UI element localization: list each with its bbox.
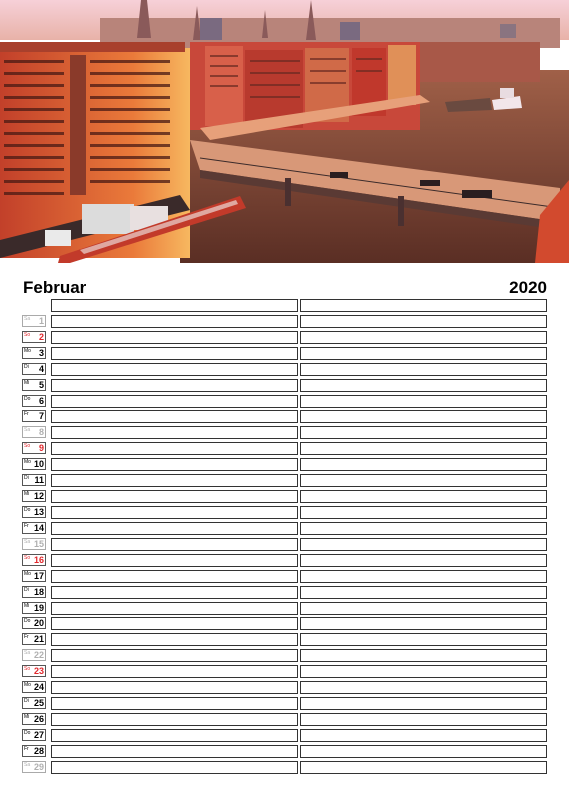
- note-field-2[interactable]: [300, 713, 547, 726]
- note-field-1[interactable]: [51, 649, 298, 662]
- day-number: 4: [38, 363, 44, 374]
- weekday-label: Di: [24, 475, 29, 482]
- day-cell: [22, 363, 46, 375]
- note-field-2[interactable]: [300, 442, 547, 455]
- day-cell: [22, 410, 46, 422]
- day-row: [22, 347, 547, 360]
- note-field-1[interactable]: [51, 506, 298, 519]
- note-field-1[interactable]: [51, 538, 298, 551]
- note-field-2[interactable]: [300, 474, 547, 487]
- note-field-1[interactable]: [51, 745, 298, 758]
- day-number: 28: [33, 745, 44, 756]
- day-cell: [22, 649, 46, 661]
- note-field-1[interactable]: [51, 458, 298, 471]
- weekday-label: Sa: [24, 427, 31, 434]
- day-row: [22, 363, 547, 376]
- day-number: 8: [38, 427, 44, 438]
- note-field-2[interactable]: [300, 633, 547, 646]
- day-row: [22, 554, 547, 567]
- day-cell: [22, 490, 46, 502]
- weekday-label: So: [24, 443, 31, 450]
- day-number: 22: [33, 650, 44, 661]
- weekday-label: Sa: [24, 761, 31, 768]
- day-row: [22, 458, 547, 471]
- day-number: 13: [33, 506, 44, 517]
- note-field-1[interactable]: [51, 315, 298, 328]
- weekday-label: Do: [24, 729, 31, 736]
- note-field-2[interactable]: [300, 410, 547, 423]
- note-field-1[interactable]: [51, 697, 298, 710]
- day-cell: [22, 538, 46, 550]
- day-row: [22, 379, 547, 392]
- weekday-label: Di: [24, 698, 29, 705]
- note-field-2[interactable]: [300, 570, 547, 583]
- day-row: [22, 506, 547, 519]
- day-cell: [22, 586, 46, 598]
- day-cell: [22, 697, 46, 709]
- day-row: [22, 681, 547, 694]
- day-row: [22, 713, 547, 726]
- weekday-label: So: [24, 554, 31, 561]
- day-number: 26: [33, 713, 44, 724]
- day-cell: [22, 426, 46, 438]
- day-number: 12: [33, 491, 44, 502]
- note-field-1[interactable]: [51, 442, 298, 455]
- note-field-1[interactable]: [51, 586, 298, 599]
- day-number: 16: [33, 554, 44, 565]
- day-cell: [22, 665, 46, 677]
- weekday-label: Mo: [24, 570, 31, 577]
- weekday-label: Mo: [24, 459, 31, 466]
- day-cell: [22, 602, 46, 614]
- day-number: 14: [33, 522, 44, 533]
- weekday-label: Mi: [24, 713, 30, 720]
- note-field-1[interactable]: [51, 633, 298, 646]
- weekday-label: Sa: [24, 650, 31, 657]
- day-number: 25: [33, 698, 44, 709]
- day-row: [22, 586, 547, 599]
- day-row: [22, 474, 547, 487]
- day-row: [22, 410, 547, 423]
- day-row: [22, 745, 547, 758]
- day-number: 11: [34, 475, 44, 486]
- weekday-label: Mo: [24, 347, 31, 354]
- harbor-cityscape-photo: [0, 0, 569, 263]
- day-number: 10: [33, 459, 44, 470]
- day-number: 24: [33, 682, 44, 693]
- note-field-2[interactable]: [300, 617, 547, 630]
- day-number: 27: [33, 729, 44, 740]
- weekday-label: Do: [24, 506, 31, 513]
- day-row: [22, 538, 547, 551]
- note-field-1[interactable]: [51, 554, 298, 567]
- day-cell: [22, 713, 46, 725]
- note-field-1[interactable]: [51, 410, 298, 423]
- day-number: 6: [38, 395, 44, 406]
- day-number: 19: [33, 602, 44, 613]
- note-field-2[interactable]: [300, 681, 547, 694]
- day-row: [22, 761, 547, 774]
- day-cell: [22, 522, 46, 534]
- calendar-grid: [22, 299, 547, 777]
- note-field-1[interactable]: [51, 729, 298, 742]
- day-cell: [22, 331, 46, 343]
- day-row: [22, 490, 547, 503]
- day-cell: [22, 347, 46, 359]
- day-cell: [22, 617, 46, 629]
- weekday-label: Fr: [24, 634, 29, 641]
- day-cell: [22, 681, 46, 693]
- day-number: 3: [38, 347, 44, 358]
- day-cell: [22, 395, 46, 407]
- weekday-label: Do: [24, 618, 31, 625]
- weekday-label: Fr: [24, 522, 29, 529]
- note-field-2[interactable]: [300, 490, 547, 503]
- note-field-1[interactable]: [51, 681, 298, 694]
- note-field-1[interactable]: [51, 617, 298, 630]
- note-field-1[interactable]: [51, 395, 298, 408]
- note-field-2[interactable]: [300, 538, 547, 551]
- weekday-label: Di: [24, 586, 29, 593]
- note-field-2[interactable]: [300, 395, 547, 408]
- day-row: [22, 395, 547, 408]
- note-field-2[interactable]: [300, 761, 547, 774]
- day-row: [22, 315, 547, 328]
- note-field-1[interactable]: [51, 761, 298, 774]
- day-number: 9: [38, 443, 44, 454]
- day-cell: [22, 761, 46, 773]
- day-row: [22, 570, 547, 583]
- note-field-2[interactable]: [300, 347, 547, 360]
- day-number: 17: [33, 570, 44, 581]
- weekday-label: Mi: [24, 379, 30, 386]
- year-title: 2020: [509, 278, 547, 297]
- day-number: 5: [38, 379, 44, 390]
- day-number: 21: [33, 634, 44, 645]
- note-field-1[interactable]: [51, 490, 298, 503]
- day-row: [22, 522, 547, 535]
- header-row: [22, 299, 547, 312]
- note-field-1[interactable]: [51, 665, 298, 678]
- day-number: 7: [38, 411, 44, 422]
- weekday-label: Fr: [24, 745, 29, 752]
- day-number: 2: [38, 331, 44, 342]
- note-field-1[interactable]: [51, 570, 298, 583]
- weekday-label: Mi: [24, 602, 30, 609]
- day-row: [22, 665, 547, 678]
- note-field-2[interactable]: [300, 458, 547, 471]
- note-field-2[interactable]: [300, 697, 547, 710]
- day-cell: [22, 554, 46, 566]
- note-field-1[interactable]: [51, 426, 298, 439]
- notes-column-1-header[interactable]: [51, 299, 298, 312]
- day-number: 15: [33, 538, 44, 549]
- note-field-1[interactable]: [51, 363, 298, 376]
- note-field-2[interactable]: [300, 602, 547, 615]
- day-row: [22, 617, 547, 630]
- note-field-2[interactable]: [300, 554, 547, 567]
- note-field-2[interactable]: [300, 729, 547, 742]
- note-field-2[interactable]: [300, 665, 547, 678]
- day-row: [22, 602, 547, 615]
- note-field-2[interactable]: [300, 745, 547, 758]
- day-cell: [22, 315, 46, 327]
- note-field-1[interactable]: [51, 474, 298, 487]
- day-number: 20: [33, 618, 44, 629]
- weekday-label: Di: [24, 363, 29, 370]
- note-field-2[interactable]: [300, 331, 547, 344]
- day-cell: [22, 442, 46, 454]
- note-field-1[interactable]: [51, 713, 298, 726]
- day-row: [22, 633, 547, 646]
- day-cell: [22, 379, 46, 391]
- day-cell: [22, 745, 46, 757]
- day-row: [22, 649, 547, 662]
- weekday-label: So: [24, 666, 31, 673]
- weekday-label: Mi: [24, 491, 30, 498]
- notes-column-2-header[interactable]: [300, 299, 547, 312]
- note-field-2[interactable]: [300, 379, 547, 392]
- day-number: 1: [38, 315, 44, 326]
- note-field-2[interactable]: [300, 426, 547, 439]
- month-title: Februar: [23, 278, 87, 297]
- weekday-label: Fr: [24, 411, 29, 418]
- note-field-2[interactable]: [300, 586, 547, 599]
- weekday-label: So: [24, 331, 31, 338]
- day-cell: [22, 633, 46, 645]
- note-field-1[interactable]: [51, 331, 298, 344]
- day-row: [22, 331, 547, 344]
- note-field-2[interactable]: [300, 506, 547, 519]
- note-field-2[interactable]: [300, 315, 547, 328]
- weekday-label: Sa: [24, 538, 31, 545]
- note-field-2[interactable]: [300, 522, 547, 535]
- weekday-label: Sa: [24, 315, 31, 322]
- day-cell: [22, 506, 46, 518]
- day-row: [22, 426, 547, 439]
- day-row: [22, 697, 547, 710]
- note-field-1[interactable]: [51, 602, 298, 615]
- note-field-1[interactable]: [51, 379, 298, 392]
- day-number: 18: [33, 586, 44, 597]
- day-cell: [22, 458, 46, 470]
- note-field-2[interactable]: [300, 649, 547, 662]
- day-cell: [22, 729, 46, 741]
- day-cell: [22, 570, 46, 582]
- weekday-label: Mo: [24, 682, 31, 689]
- weekday-label: Do: [24, 395, 31, 402]
- day-row: [22, 729, 547, 742]
- note-field-2[interactable]: [300, 363, 547, 376]
- day-cell: [22, 474, 46, 486]
- note-field-1[interactable]: [51, 347, 298, 360]
- day-row: [22, 442, 547, 455]
- note-field-1[interactable]: [51, 522, 298, 535]
- day-number: 29: [33, 761, 44, 772]
- day-number: 23: [33, 666, 44, 677]
